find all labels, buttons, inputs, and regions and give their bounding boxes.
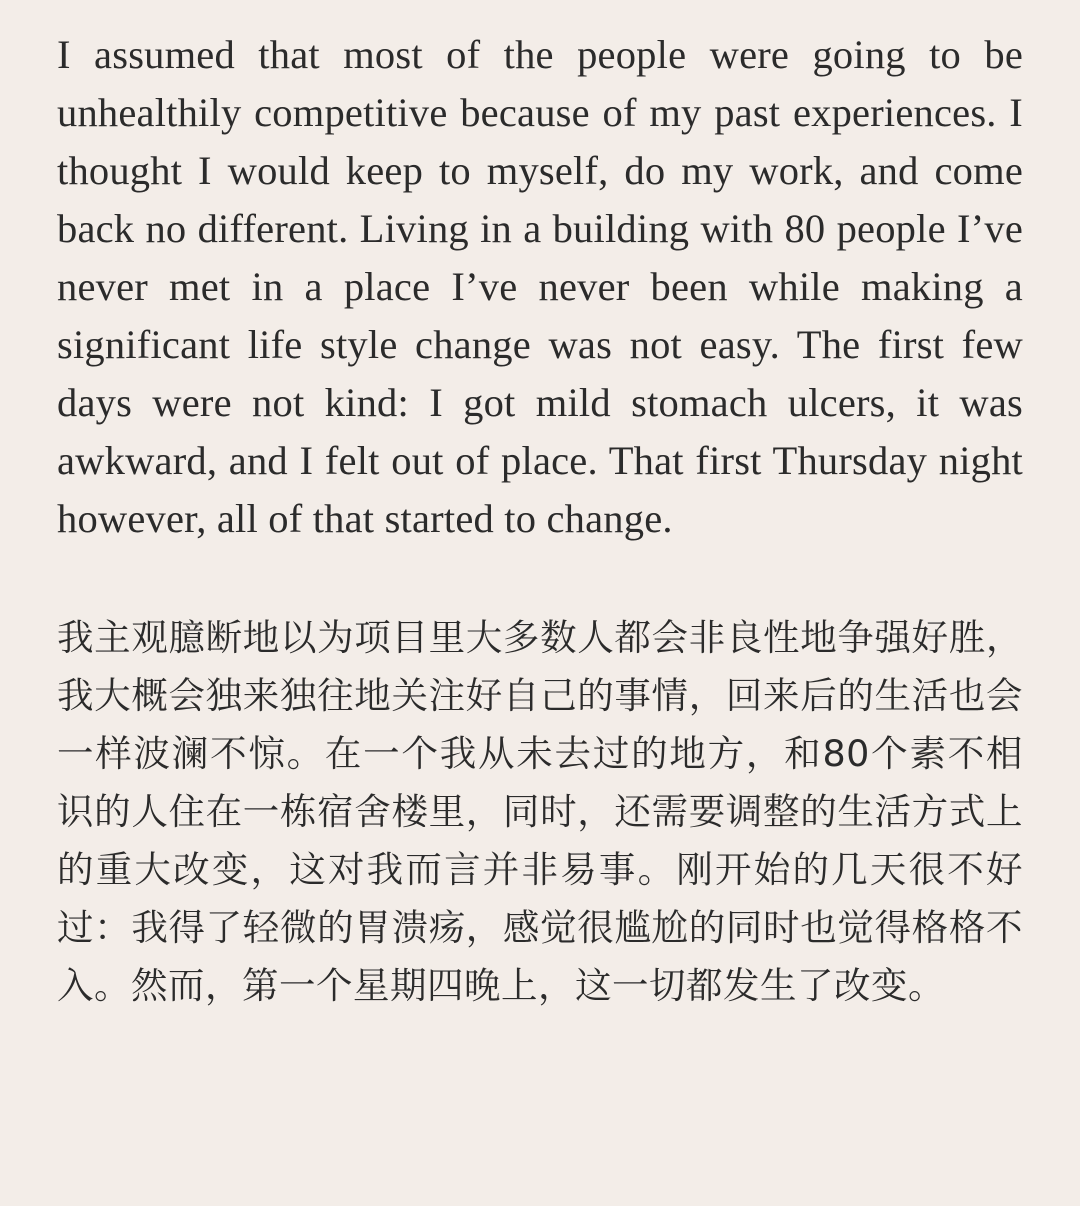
english-paragraph: I assumed that most of the people were going to be unhealthily competitive because of my past experiences. I thought I would keep to myself, do my work, and come back no different. Living in a building with 80 people I’ve never met in a place I’ve never been while making a significant life style change was not easy. The first few days were not kind: I got mild stomach ulcers, it was awkward, and I felt out of place. That first Thursday night however, all of that started to change. xyxy=(57,32,1023,541)
article-body xyxy=(57,26,1023,1015)
chinese-paragraph: 我主观臆断地以为项目里大多数人都会非良性地争强好胜，我大概会独来独往地关注好自己的事情，回来后的生活也会一样波澜不惊。在一个我从未去过的地方，和80个素不相识的人住在一栋宿舍楼里，同时，还需要调整的生活方式上的重大改变，这对我而言并非易事。刚开始的几天很不好过：我得了轻微的胃溃疡，感觉很尴尬的同时也觉得格格不入。然而，第一个星期四晚上，这一切都发生了改变。 xyxy=(57,616,1023,1007)
